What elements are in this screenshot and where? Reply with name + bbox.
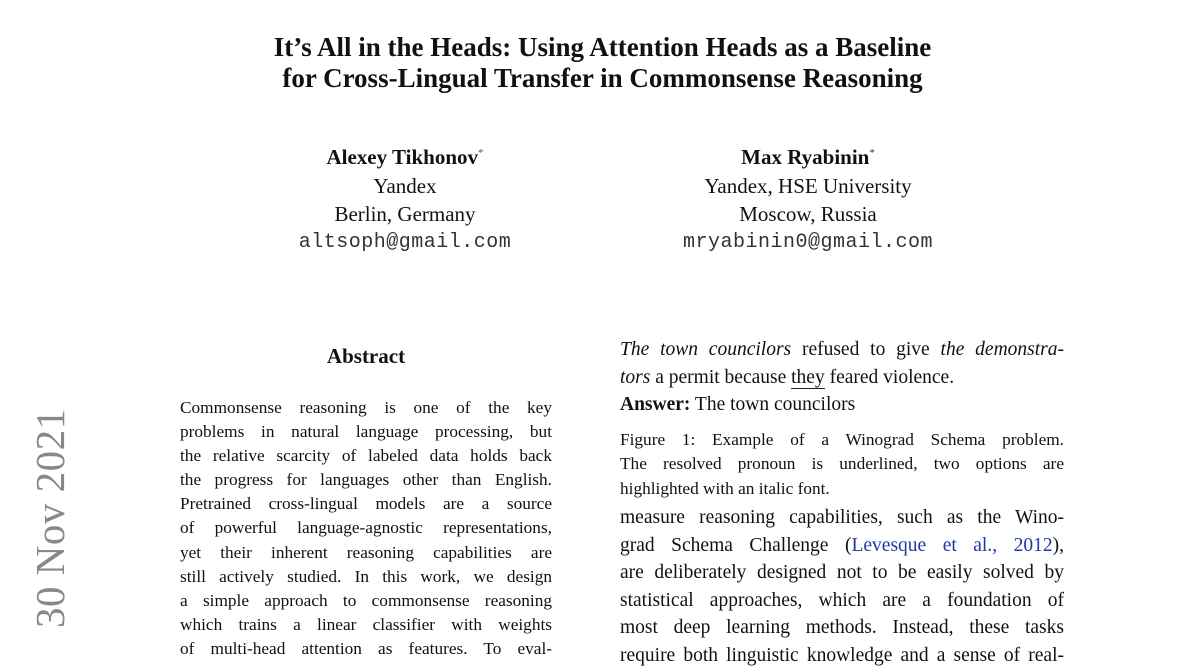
- option-2: the demonstra-: [940, 339, 1064, 360]
- answer-label: Answer:: [620, 394, 691, 415]
- abstract-line: of powerful language-agnostic representations,: [180, 518, 552, 538]
- citation-link[interactable]: Levesque et al., 2012: [851, 534, 1053, 556]
- body-text: ),: [1052, 534, 1064, 556]
- author-email: mryabinin0@gmail.com: [682, 230, 934, 254]
- body-line: most deep learning methods. Instead, these tasks: [620, 617, 1064, 639]
- answer-text: The town councilors: [690, 394, 856, 415]
- abstract-line: yet their inherent reasoning capabilities are: [180, 542, 552, 562]
- winograd-example: [620, 336, 1064, 419]
- abstract-body: [180, 396, 552, 661]
- author-name: Alexey Tikhonov: [326, 145, 478, 169]
- abstract-line: a simple approach to commonsense reasoning: [180, 590, 552, 610]
- resolved-pronoun: they: [791, 366, 825, 388]
- example-text: refused to give: [791, 339, 941, 360]
- example-text: a permit because: [650, 366, 792, 388]
- author-location: Moscow, Russia: [739, 202, 877, 226]
- paper-title: [0, 32, 1200, 94]
- abstract-line: Commonsense reasoning is one of the key: [180, 398, 552, 417]
- abstract-line: still actively studied. In this work, we design: [180, 566, 552, 586]
- option-1: The town councilors: [620, 339, 792, 360]
- body-text: grad Schema Challenge (: [620, 534, 852, 556]
- author-block-1: [280, 143, 530, 257]
- body-line: measure reasoning capabilities, such as the Wino-: [620, 507, 1064, 528]
- abstract-line: Pretrained cross-lingual models are a source: [180, 494, 552, 514]
- author-affiliation: Yandex, HSE University: [704, 173, 912, 198]
- body-line: require both linguistic knowledge and a sense of real-: [620, 644, 1064, 666]
- answer-line: [620, 391, 1064, 419]
- option-2-cont: tors: [620, 366, 651, 388]
- example-line-1: [620, 336, 1064, 364]
- arxiv-date-stamp: 30 Nov 2021: [27, 408, 73, 628]
- abstract-line: the relative scarcity of labeled data holds back: [180, 446, 552, 466]
- abstract-line: of multi-head attention as features. To eval-: [180, 638, 552, 658]
- author-name: Max Ryabinin: [741, 145, 870, 169]
- title-line-2: for Cross-Lingual Transfer in Commonsense Reasoning: [282, 63, 923, 93]
- author-location: Berlin, Germany: [334, 202, 476, 226]
- intro-body-text: [620, 504, 1064, 670]
- figure-caption: [620, 428, 1064, 501]
- author-email: altsoph@gmail.com: [298, 230, 512, 254]
- example-text: feared violence.: [824, 366, 955, 388]
- abstract-line: which trains a linear classifier with weights: [180, 614, 552, 634]
- caption-line: highlighted with an italic font.: [620, 478, 830, 498]
- body-line: [620, 532, 1064, 560]
- body-line: are deliberately designed not to be easily solved by: [620, 562, 1064, 584]
- example-line-2: [620, 364, 1064, 392]
- equal-contribution-mark[interactable]: *: [478, 147, 484, 159]
- abstract-line: the progress for languages other than English.: [180, 470, 552, 490]
- caption-line: Figure 1: Example of a Winograd Schema problem.: [620, 430, 1064, 449]
- caption-line: The resolved pronoun is underlined, two options are: [620, 454, 1064, 474]
- body-line: statistical approaches, which are a foundation of: [620, 589, 1064, 611]
- title-line-1: It’s All in the Heads: Using Attention Heads as a Baseline: [273, 32, 932, 62]
- equal-contribution-mark: *: [869, 147, 875, 159]
- author-block-2: [630, 143, 986, 257]
- author-affiliation: Yandex: [373, 173, 437, 198]
- abstract-line: problems in natural language processing, but: [180, 422, 552, 442]
- abstract-heading: Abstract: [326, 344, 406, 368]
